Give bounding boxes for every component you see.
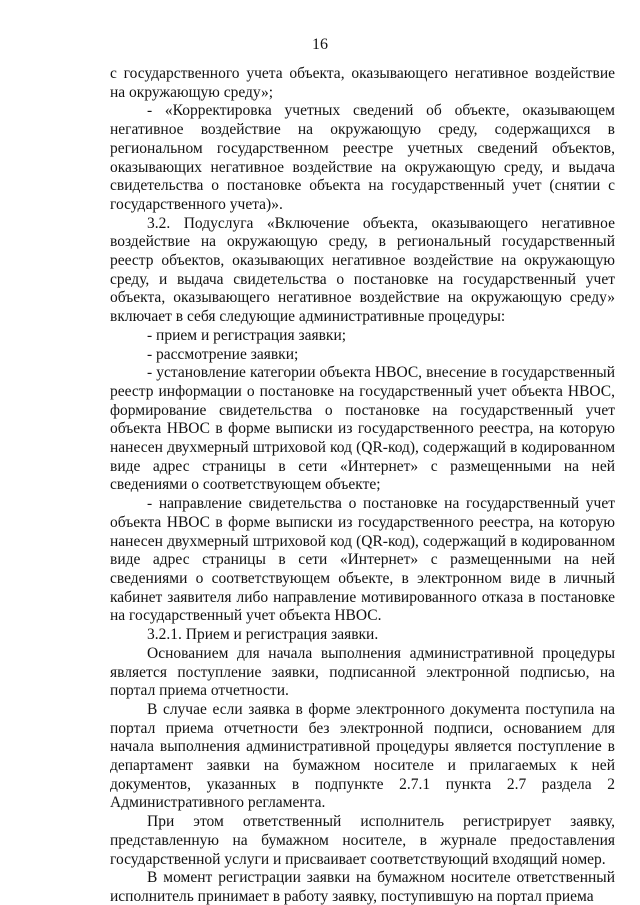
- paragraph-10: В случае если заявка в форме электронного документа поступила на портал приема отчетности без электронной подписи, основанием для начала выполнения административной процедуры является поступление в департамент заявки на бумажном носителе и прилагаемых к ней документов, указанных в подпункте 2.7.1 пункта 2.7 раздела 2 Административного регламента.: [110, 700, 615, 812]
- paragraph-11: При этом ответственный исполнитель регистрирует заявку, представленную на бумажном носителе, в журнале предоставления государственной услуги и присваивает соответствующий входящий номер.: [110, 813, 615, 868]
- paragraph-1: с государственного учета объекта, оказывающего негативное воздействие на окружающую среду»;: [110, 65, 615, 101]
- paragraph-2: - «Корректировка учетных сведений об объекте, оказывающем негативное воздействие на окружающую среду, содержащихся в региональном государственном реестре учетных сведений объектов, оказывающих негативное воздействие на окружающую среду, и выдача свидетельства о постановке объекта на государственный учет (снятии с государственного учета)».: [110, 102, 615, 213]
- paragraph-12: В момент регистрации заявки на бумажном носителе ответственный исполнитель принимает в работу заявку, поступившую на портал приема: [110, 869, 615, 905]
- document-body: [110, 65, 615, 905]
- paragraph-4: - прием и регистрация заявки;: [147, 326, 347, 344]
- paragraph-9: Основанием для начала выполнения административной процедуры является поступление заявки, подписанной электронной подписью, на портал приема отчетности.: [110, 644, 615, 700]
- paragraph-5: - рассмотрение заявки;: [147, 345, 299, 363]
- paragraph-7: - направление свидетельства о постановке на государственный учет объекта НВОС в форме выписки из государственного реестра, на которую нанесен двухмерный штриховой код (QR-код), содержащий в кодированном виде адрес страницы в сети «Интернет» с размещенными на ней сведениями о соответствующем объекте, в электронном виде в личный кабинет заявителя либо направление мотивированного отказа в постановке на государственный учет объекта НВОС.: [110, 495, 615, 625]
- paragraph-8: 3.2.1. Прием и регистрация заявки.: [147, 626, 379, 644]
- paragraph-3: 3.2. Подуслуга «Включение объекта, оказывающего негативное воздействие на окружающую среду, в региональный государственный реестр объектов, оказывающих негативное воздействие на окружающую среду, и выдача свидетельства о постановке на государственный учет объекта, оказывающего негативное воздействие на окружающую среду» включает в себя следующие административные процедуры:: [110, 214, 615, 326]
- page-number: 16: [312, 36, 328, 53]
- paragraph-6: - установление категории объекта НВОС, внесение в государственный реестр информации о постановке на государственный учет объекта НВОС, формирование свидетельства о постановке на государственный учет объекта НВОС в форме выписки из государственного реестра, на которую нанесен двухмерный штриховой код (QR-код), содержащий в кодированном виде адрес страницы в сети «Интернет» с размещенными на ней сведениями о соответствующем объекте;: [110, 364, 615, 494]
